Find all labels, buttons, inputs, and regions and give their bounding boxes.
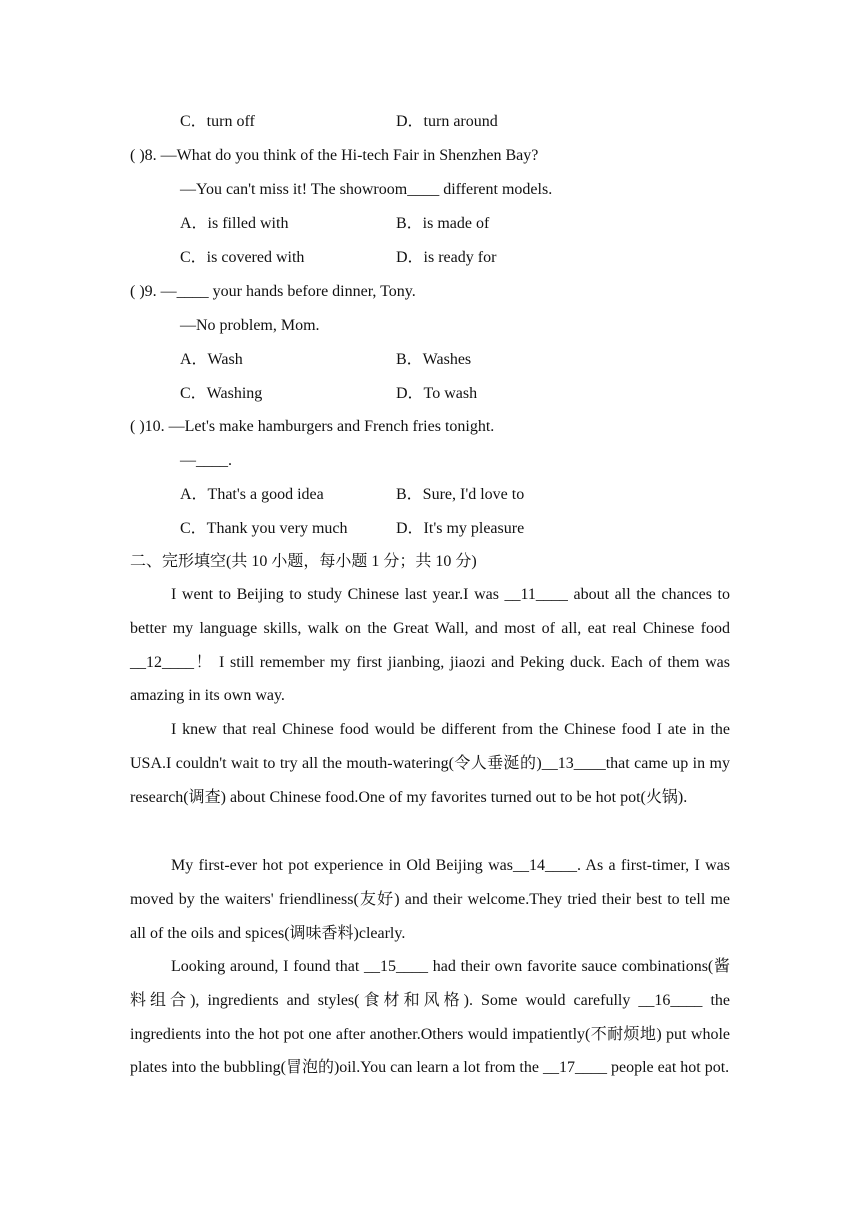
q9-option-c: C．Washing	[180, 385, 263, 402]
q8-reply: —You can't miss it! The showroom____ different models.	[180, 181, 553, 198]
q7-option-c: C．turn off	[180, 113, 255, 130]
section-title-cloze: 二、完形填空(共 10 小题，每小题 1 分；共 10 分)	[130, 553, 477, 570]
q10-option-b: B．Sure, I'd love to	[396, 486, 525, 503]
q9-option-b: B．Washes	[396, 351, 472, 368]
q10-option-c: C．Thank you very much	[180, 520, 348, 537]
q10-option-a: A．That's a good idea	[180, 486, 324, 503]
q9-option-a: A．Wash	[180, 351, 243, 368]
q8-stem: ( )8. —What do you think of the Hi-tech Fair in Shenzhen Bay?	[130, 147, 539, 164]
q8-option-b: B．is made of	[396, 215, 490, 232]
passage-paragraph-4: Looking around, I found that __15____ had their own favorite sauce combinations(酱料组合), ingredients and styles(食材和风格). Some would carefully __16____ the ingredients into the hot pot one after another.Others would impatiently(不耐烦地) put whole plates into the bubbling(冒泡的)oil.You can learn a lot from the __17____ people eat hot pot.	[130, 958, 730, 1077]
q9-option-d: D．To wash	[396, 385, 478, 402]
q10-stem: ( )10. —Let's make hamburgers and French fries tonight.	[130, 418, 495, 435]
q8-option-d: D．is ready for	[396, 249, 497, 266]
q8-option-a: A．is filled with	[180, 215, 289, 232]
passage-paragraph-2: I knew that real Chinese food would be different from the Chinese food I ate in the USA.I couldn't wait to try all the mouth-watering(令人垂涎的)__13____that came up in my research(调查) about Chinese food.One of my favorites turned out to be hot pot(火锅).	[130, 721, 730, 806]
q8-option-c: C．is covered with	[180, 249, 305, 266]
passage-paragraph-3: My first-ever hot pot experience in Old Beijing was__14____. As a first-timer, I was moved by the waiters' friendliness(友好) and their welcome.They tried their best to tell me all of the oils and spices(调味香料)clearly.	[130, 857, 730, 942]
q9-reply: —No problem, Mom.	[180, 317, 320, 334]
q9-stem: ( )9. —____ your hands before dinner, Tony.	[130, 283, 416, 300]
q10-option-d: D．It's my pleasure	[396, 520, 525, 537]
passage-paragraph-1: I went to Beijing to study Chinese last year.I was __11____ about all the chances to better my language skills, walk on the Great Wall, and most of all, eat real Chinese food __12____！ I still remember my first jianbing, jiaozi and Peking duck. Each of them was amazing in its own way.	[130, 586, 730, 705]
q7-option-d: D．turn around	[396, 113, 498, 130]
q10-reply: —____.	[180, 452, 232, 469]
